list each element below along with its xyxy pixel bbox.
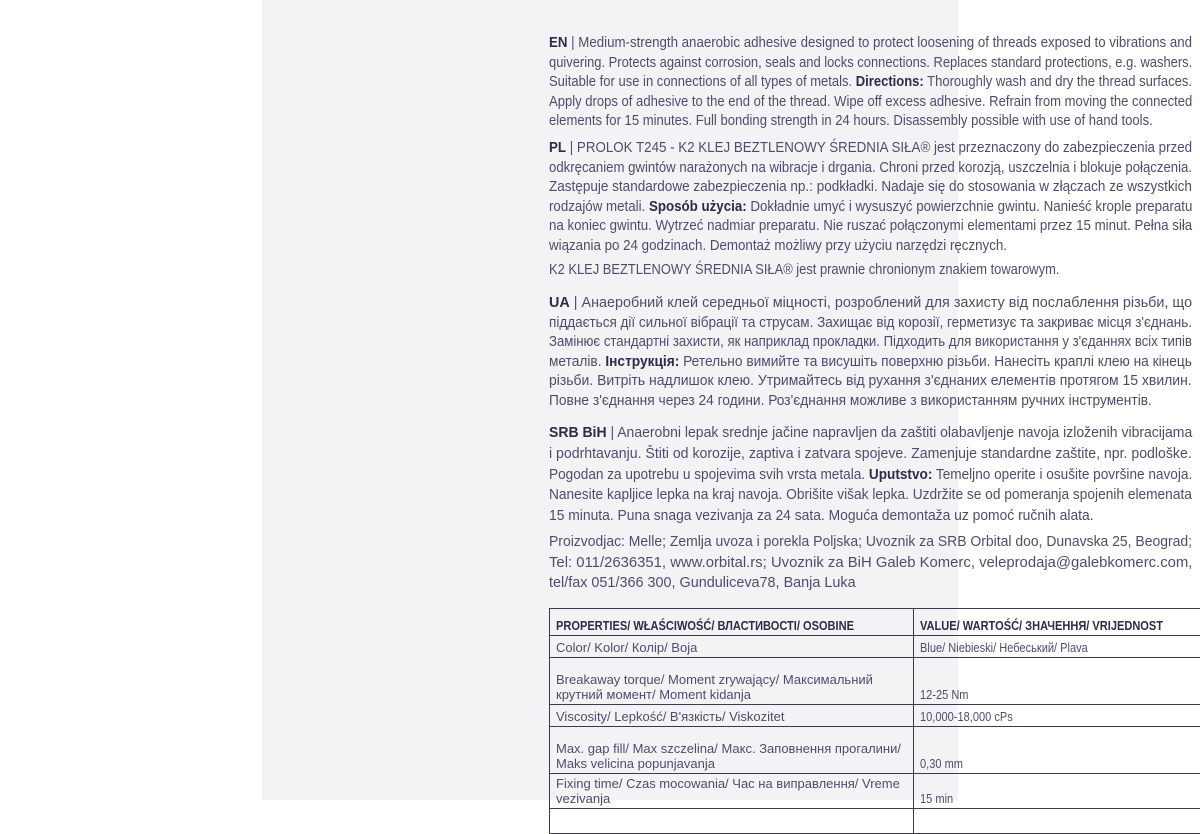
text-line [549,197,1194,217]
text-segment: Dokładnie umyć i wysuszyć powierzchnie gwintu. Nanieść krople preparatu [747,198,1193,215]
text-segment: Ретельно вимийте та висушіть поверхню різьби. Нанесіть краплі клею на кінець [679,353,1192,370]
paragraph-pl [549,138,1194,255]
text-segment: | Medium-strength anaerobic adhesive designed to protect loosening of threads exposed to vibrations and [567,34,1192,51]
text-line [549,391,1194,411]
table-row [550,727,1200,774]
table-row [550,705,1200,727]
text-line [549,485,1194,506]
text-segment: Suitable for use in connections of all types of metals. [549,73,856,90]
text-segment: na koniec gwintu. Wytrzeć nadmiar preparatu. Nie ruszać połączonymi elementami przez 15 minut. Pełna siła [549,217,1192,234]
text-segment: K2 KLEJ BEZTLENOWY ŚREDNIA SIŁA® jest prawnie chronionym znakiem towarowym. [549,261,1059,278]
table-row-partial [550,809,1200,834]
bold-label: Інструкція: [605,353,679,370]
text-line [549,92,1194,112]
text-line [549,332,1194,352]
bold-label: Sposób użycia: [649,198,747,215]
paragraph-prod [549,532,1194,594]
text-segment: металів. [549,353,605,370]
text-segment: Замінює стандартні захисти, як наприклад прокладки. Підходить для використання у з'єданнях всіх типів [549,333,1192,350]
paragraph-en [549,33,1194,131]
text-line [549,313,1194,333]
header-properties: PROPERTIES/ WŁAŚCIWOŚĆ/ ВЛАСТИВОСТІ/ OSOBINE [550,609,914,636]
text-segment: wiązania po 24 godzinach. Demontaż możliwy przy użyciu narzędzi ręcznych. [549,237,1007,254]
text-segment: Tel: 011/2636351, www.orbital.rs; Uvoznik za BiH Galeb Komerc, veleprodaja@galebkomerc.com, [549,554,1192,571]
text-line [549,216,1194,236]
text-line [549,423,1194,444]
text-segment: quivering. Protects against corrosion, seals and locks connections. Replaces standard protections, e.g. washers. [549,54,1192,71]
text-segment: Nanesite kapljice lepka na kraj navoja. Obrišite višak lepka. Uzdržite se od pomeranja spojenih elemenata [549,486,1192,503]
paragraph-srb [549,423,1194,527]
table-row [550,658,1200,705]
text-line [549,158,1194,178]
text-line [549,33,1194,53]
value-cell: 0,30 mm [913,727,1200,774]
text-line [549,260,1194,280]
properties-table [549,608,1200,834]
text-segment: tel/fax 051/366 300, Gunduliceva78, Banja Luka [549,574,856,591]
header-value: VALUE/ WARTOŚĆ/ ЗНАЧЕННЯ/ VRIJEDNOST [913,609,1200,636]
text-segment: Повне з'єднання через 24 години. Роз'єднання можливе з використанням ручних інструментів. [549,392,1152,409]
text-segment: Temeljno operite i osušite površine navoja. [932,466,1192,483]
bold-label: Directions: [856,73,924,90]
paragraph-k2 [549,260,1194,280]
property-cell: Fixing time/ Czas mocowania/ Час на виправлення/ Vreme vezivanja [550,774,914,809]
text-segment: | PROLOK T245 - K2 KLEJ BEZTLENOWY ŚREDNIA SIŁA® jest przeznaczony do zabezpieczenia przed [566,139,1192,156]
text-line [549,293,1194,313]
value-cell: 15 min [913,774,1200,809]
text-segment: Proizvodjac: Melle; Zemlja uvoza i porekla Poljska; Uvoznik za SRB Orbital doo, Dunavska 25, Beograd; [549,533,1192,550]
text-segment: odkręcaniem gwintów narażonych na wibracje i drgania. Chroni przed korozją, uszczelnia i blokuje połączenia. [549,159,1192,176]
text-line [549,53,1194,73]
paragraph-ua [549,293,1194,410]
bold-label: UA [549,294,570,311]
property-cell: Color/ Kolor/ Колір/ Boja [550,636,914,658]
value-cell: Blue/ Niebieski/ Небеський/ Plava [913,636,1200,658]
text-segment: Pogodan za upotrebu u spojevima svih vrsta metala. [549,466,869,483]
property-cell: Max. gap fill/ Max szczelina/ Макс. Заповнення прогалини/ Maks velicina popunjavanja [550,727,914,774]
text-line [549,111,1194,131]
product-label [262,0,958,800]
value-cell: 12-25 Nm [913,658,1200,705]
property-cell: Viscosity/ Lepkość/ В'язкість/ Viskozitet [550,705,914,727]
text-line [549,72,1194,92]
table-row [550,774,1200,809]
text-segment: Apply drops of adhesive to the end of the thread. Wipe off excess adhesive. Refrain from moving the connected [549,93,1192,110]
text-segment: i podrhtavanju. Štiti od korozije, zaptiva i zatvara spojeve. Zamenjuje standardne zaštite, npr. podloške. [549,445,1192,462]
text-line [549,138,1194,158]
text-segment: піддається дії сильної вібрації та струсам. Захищає від корозії, герметизує та закриває місця з'єднань. [549,314,1192,331]
bold-label: Uputstvo: [869,466,932,483]
bold-label: SRB BiH [549,424,607,441]
text-line [549,553,1194,574]
text-segment: | Anaerobni lepak srednje jačine napravljen da zaštiti olabavljenje navoja izloženih vibracijama [607,424,1193,441]
text-line [549,444,1194,465]
text-line [549,371,1194,391]
text-segment: elements for 15 minutes. Full bonding strength in 24 hours. Disassembly possible with use of hand tools. [549,112,1153,129]
value-cell: 10,000-18,000 cPs [913,705,1200,727]
property-cell [550,809,914,834]
property-cell: Breakaway torque/ Moment zrywający/ Максимальний крутний момент/ Moment kidanja [550,658,914,705]
text-line [549,177,1194,197]
text-segment: 15 minuta. Puna snaga vezivanja za 24 sata. Moguća demontaža uz pomoć ručnih alata. [549,507,1094,524]
value-cell [913,809,1200,834]
table-row [550,636,1200,658]
text-segment: Zastępuje standardowe zabezpieczenia np.: podkładki. Nadaje się do stosowania w złączach ze wszystkich [549,178,1192,195]
text-line [549,506,1194,527]
text-segment: Thoroughly wash and dry the thread surfaces. [924,73,1192,90]
table-header-row [550,609,1200,636]
text-segment: різьби. Витріть надлишок клею. Утримайтесь від рухання з'єднаних елементів протягом 15 хвилин. [549,372,1192,389]
bold-label: EN [549,34,567,51]
text-line [549,352,1194,372]
text-line [549,465,1194,486]
text-line [549,573,1194,594]
text-segment: rodzajów metali. [549,198,649,215]
text-segment: | Анаеробний клей середньої міцності, розроблений для захисту від послаблення різьби, що [570,294,1192,311]
text-line [549,532,1194,553]
bold-label: PL [549,139,566,156]
text-line [549,236,1194,256]
